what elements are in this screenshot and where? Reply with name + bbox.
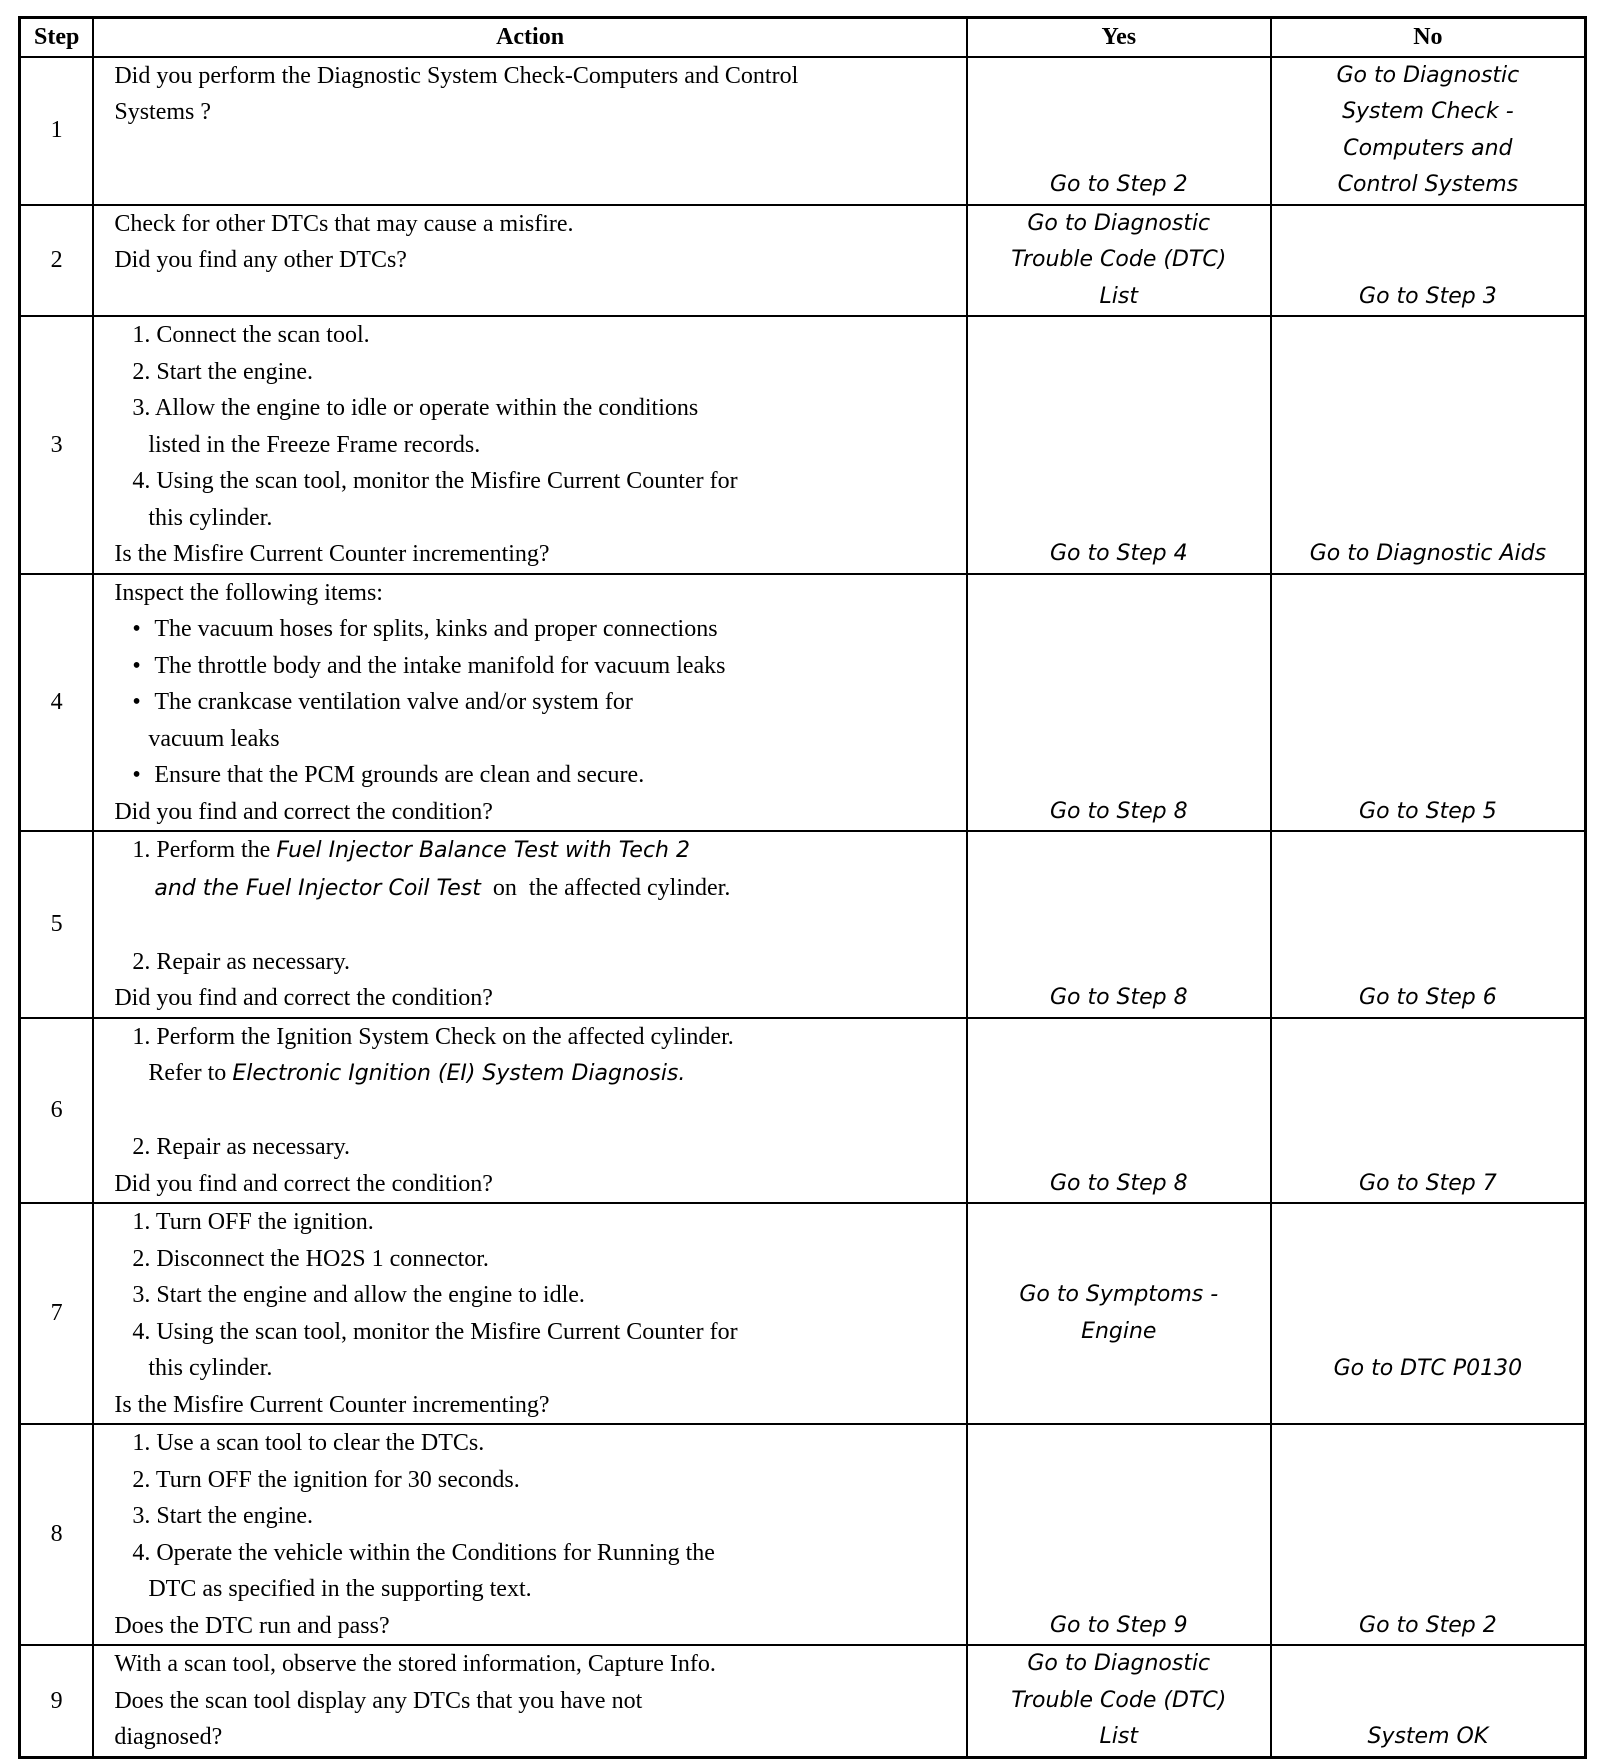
yes-line: Go to Step 8 bbox=[1049, 1170, 1188, 1196]
yes-line: Go to Step 4 bbox=[1049, 541, 1188, 566]
action-line: listed in the Freeze Frame records. bbox=[148, 431, 481, 458]
action-line: 3. Start the engine. bbox=[132, 1503, 313, 1529]
action-line: Did you find and correct the condition? bbox=[114, 1170, 493, 1197]
action-line: 3. Start the engine and allow the engine to idle. bbox=[132, 1282, 585, 1308]
step-number: 5 bbox=[20, 831, 94, 1018]
table-row bbox=[20, 1018, 1586, 1204]
action-line: Inspect the following items: bbox=[114, 579, 383, 606]
no-line: Go to Step 2 bbox=[1359, 1612, 1497, 1638]
action-line: Did you find and correct the condition? bbox=[114, 798, 493, 825]
action-line: Did you find any other DTCs? bbox=[114, 247, 407, 273]
yes-cell bbox=[967, 205, 1271, 317]
step-number: 9 bbox=[20, 1645, 94, 1757]
step-number: 4 bbox=[20, 574, 94, 832]
yes-cell bbox=[967, 1424, 1271, 1645]
no-line: Go to Step 6 bbox=[1359, 985, 1497, 1010]
blank-line bbox=[114, 1093, 965, 1130]
action-text: Refer to bbox=[148, 1060, 233, 1086]
action-line: 4. Operate the vehicle within the Conditions for Running the bbox=[132, 1539, 715, 1566]
step-number: 2 bbox=[20, 205, 94, 317]
yes-line: Go to Step 8 bbox=[1049, 985, 1188, 1010]
action-line: Did you find and correct the condition? bbox=[114, 985, 493, 1011]
table-row bbox=[20, 831, 1586, 1018]
no-line: Go to Step 7 bbox=[1359, 1170, 1497, 1196]
action-line: 2. Repair as necessary. bbox=[132, 1134, 351, 1160]
yes-line: Go to Diagnostic bbox=[1027, 210, 1211, 236]
yes-line: List bbox=[1099, 1724, 1138, 1749]
action-line: Does the scan tool display any DTCs that you have not bbox=[114, 1687, 643, 1714]
action-line: 2. Disconnect the HO2S 1 connector. bbox=[132, 1245, 489, 1272]
yes-cell bbox=[967, 574, 1271, 832]
no-line: Go to DTC P0130 bbox=[1333, 1355, 1523, 1381]
table-row bbox=[20, 1203, 1586, 1424]
action-line bbox=[114, 832, 965, 870]
no-cell bbox=[1271, 316, 1586, 574]
action-cell bbox=[93, 316, 966, 574]
action-line: 1. Use a scan tool to clear the DTCs. bbox=[132, 1430, 485, 1456]
action-line: 2. Start the engine. bbox=[132, 358, 313, 385]
no-cell bbox=[1271, 1645, 1586, 1757]
header-yes: Yes bbox=[967, 18, 1271, 57]
no-cell bbox=[1271, 57, 1586, 205]
action-text: 1. Perform the bbox=[132, 837, 277, 863]
bullet-item: • Ensure that the PCM grounds are clean and secure. bbox=[114, 757, 965, 794]
action-line: Is the Misfire Current Counter incrementing? bbox=[114, 541, 550, 567]
header-no: No bbox=[1271, 18, 1586, 57]
action-cell bbox=[93, 205, 966, 317]
action-line: this cylinder. bbox=[148, 504, 273, 531]
yes-line: Go to Symptoms - bbox=[1019, 1282, 1219, 1307]
table-row bbox=[20, 1424, 1586, 1645]
yes-cell bbox=[967, 1018, 1271, 1204]
no-cell bbox=[1271, 831, 1586, 1018]
no-line: System Check - bbox=[1342, 99, 1514, 124]
action-line: 2. Turn OFF the ignition for 30 seconds. bbox=[132, 1466, 520, 1493]
step-number: 6 bbox=[20, 1018, 94, 1204]
bullet-item: • The vacuum hoses for splits, kinks and proper connections bbox=[114, 611, 965, 648]
step-number: 3 bbox=[20, 316, 94, 574]
bullet-item: • The crankcase ventilation valve and/or system for bbox=[114, 684, 965, 721]
no-line: System OK bbox=[1367, 1724, 1489, 1749]
action-line: Is the Misfire Current Counter incrementing? bbox=[114, 1391, 550, 1418]
action-line: With a scan tool, observe the stored information, Capture Info. bbox=[114, 1651, 716, 1677]
yes-line: Go to Step 9 bbox=[1049, 1612, 1188, 1638]
action-cell bbox=[93, 57, 966, 205]
no-cell bbox=[1271, 1424, 1586, 1645]
header-step: Step bbox=[20, 18, 94, 57]
action-cell bbox=[93, 1645, 966, 1757]
no-line: Go to Diagnostic bbox=[1336, 62, 1520, 88]
action-line: 1. Perform the Ignition System Check on the affected cylinder. bbox=[132, 1023, 734, 1050]
action-line: 4. Using the scan tool, monitor the Misfire Current Counter for bbox=[132, 468, 738, 494]
action-line: 3. Allow the engine to idle or operate within the conditions bbox=[132, 395, 699, 421]
table-row bbox=[20, 205, 1586, 317]
action-line: Does the DTC run and pass? bbox=[114, 1612, 390, 1639]
action-line: 4. Using the scan tool, monitor the Misfire Current Counter for bbox=[132, 1318, 738, 1345]
no-cell bbox=[1271, 1203, 1586, 1424]
procedure-reference: and the Fuel Injector Coil Test bbox=[154, 875, 481, 901]
action-cell bbox=[93, 1018, 966, 1204]
no-line: Go to Diagnostic Aids bbox=[1309, 541, 1547, 566]
action-text: on the affected cylinder. bbox=[480, 874, 731, 901]
yes-line: Go to Diagnostic bbox=[1027, 1651, 1211, 1676]
table-row bbox=[20, 574, 1586, 832]
action-line: diagnosed? bbox=[114, 1724, 223, 1750]
step-number: 1 bbox=[20, 57, 94, 205]
no-cell bbox=[1271, 205, 1586, 317]
step-number: 7 bbox=[20, 1203, 94, 1424]
action-cell bbox=[93, 1203, 966, 1424]
yes-line: Go to Step 2 bbox=[1049, 172, 1188, 197]
action-cell bbox=[93, 831, 966, 1018]
yes-line: Go to Step 8 bbox=[1049, 798, 1188, 824]
action-line: Check for other DTCs that may cause a misfire. bbox=[114, 210, 574, 237]
procedure-reference: Electronic Ignition (EI) System Diagnosis. bbox=[232, 1061, 686, 1086]
procedure-reference: Fuel Injector Balance Test with Tech 2 bbox=[276, 838, 690, 863]
action-line: vacuum leaks bbox=[148, 725, 280, 752]
diagnostic-table bbox=[18, 16, 1587, 1759]
action-line: Did you perform the Diagnostic System Check-Computers and Control bbox=[114, 62, 799, 89]
action-cell bbox=[93, 1424, 966, 1645]
action-line bbox=[114, 1055, 965, 1093]
header-row bbox=[20, 18, 1586, 57]
blank-line bbox=[114, 907, 965, 944]
bullet-item: • The throttle body and the intake manifold for vacuum leaks bbox=[114, 648, 965, 685]
action-cell bbox=[93, 574, 966, 832]
action-line bbox=[114, 870, 965, 908]
no-line: Computers and bbox=[1343, 135, 1513, 161]
table-row bbox=[20, 316, 1586, 574]
table-row bbox=[20, 1645, 1586, 1757]
action-line: this cylinder. bbox=[148, 1355, 273, 1381]
yes-cell bbox=[967, 1645, 1271, 1757]
action-line: DTC as specified in the supporting text. bbox=[148, 1576, 532, 1602]
no-line: Go to Step 3 bbox=[1359, 283, 1497, 309]
no-cell bbox=[1271, 574, 1586, 832]
step-number: 8 bbox=[20, 1424, 94, 1645]
action-line: 1. Connect the scan tool. bbox=[132, 322, 370, 348]
yes-cell bbox=[967, 1203, 1271, 1424]
yes-line: List bbox=[1099, 283, 1138, 309]
yes-cell bbox=[967, 57, 1271, 205]
table-row bbox=[20, 57, 1586, 205]
action-line: 2. Repair as necessary. bbox=[132, 948, 351, 975]
action-line: 1. Turn OFF the ignition. bbox=[132, 1209, 374, 1235]
header-action: Action bbox=[93, 18, 966, 57]
yes-line: Engine bbox=[1081, 1318, 1157, 1344]
no-line: Go to Step 5 bbox=[1359, 798, 1497, 824]
action-line: Systems ? bbox=[114, 99, 212, 125]
yes-cell bbox=[967, 316, 1271, 574]
yes-cell bbox=[967, 831, 1271, 1018]
no-line: Control Systems bbox=[1337, 172, 1519, 197]
no-cell bbox=[1271, 1018, 1586, 1204]
yes-line: Trouble Code (DTC) bbox=[1011, 1687, 1227, 1713]
yes-line: Trouble Code (DTC) bbox=[1011, 247, 1227, 272]
